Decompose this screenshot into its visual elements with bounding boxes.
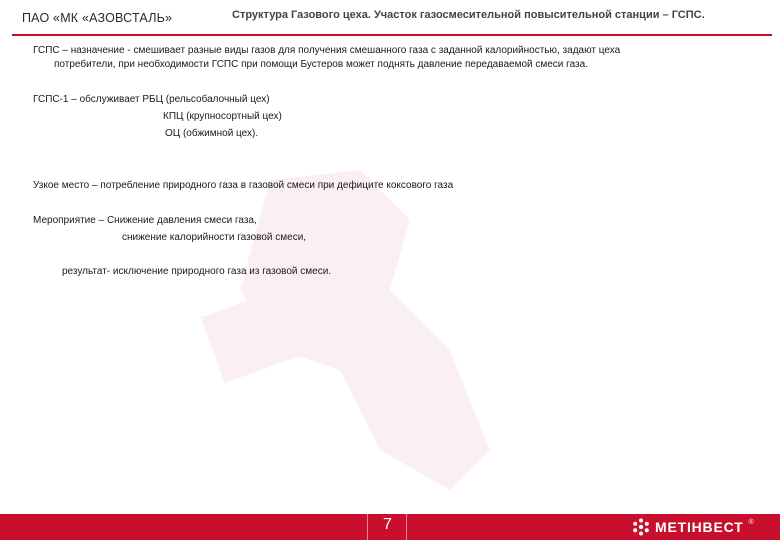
bottleneck-text: Узкое место – потребление природного газа в газовой смеси при дефиците коксового газа [33, 180, 454, 191]
company-name: ПАО «МК «АЗОВСТАЛЬ» [22, 11, 173, 25]
gsps1-line-2: КПЦ (крупносортный цех) [163, 111, 282, 122]
footer-divider-left [367, 514, 368, 540]
intro-line-2: потребители, при необходимости ГСПС при помощи Бустеров может поднять давление передаваемой смеси газа. [54, 59, 588, 70]
gsps1-line-1: ГСПС-1 – обслуживает РБЦ (рельсобалочный цех) [33, 94, 270, 105]
result-text: результат- исключение природного газа из газовой смеси. [62, 266, 332, 277]
header-divider [12, 34, 772, 36]
metinvest-logo [632, 517, 754, 537]
measure-line-1: Мероприятие – Снижение давления смеси газа, [33, 215, 257, 226]
slide-title: Структура Газового цеха. Участок газосмесительной повысительной станции – ГСПС. [232, 9, 705, 21]
registered-mark: ® [748, 518, 754, 526]
logo-text: МЕТІНВЕСТ [655, 519, 744, 535]
page-number: 7 [383, 516, 392, 533]
footer-divider-right [406, 514, 407, 540]
gsps1-line-3: ОЦ (обжимной цех). [165, 128, 259, 139]
measure-line-2: снижение калорийности газовой смеси, [122, 232, 307, 243]
metinvest-star-icon [632, 518, 650, 536]
watermark-graphic [150, 150, 530, 510]
intro-line-1: ГСПС – назначение - смешивает разные виды газов для получения смешанного газа с заданной калорийностью, задают цеха [33, 45, 621, 56]
